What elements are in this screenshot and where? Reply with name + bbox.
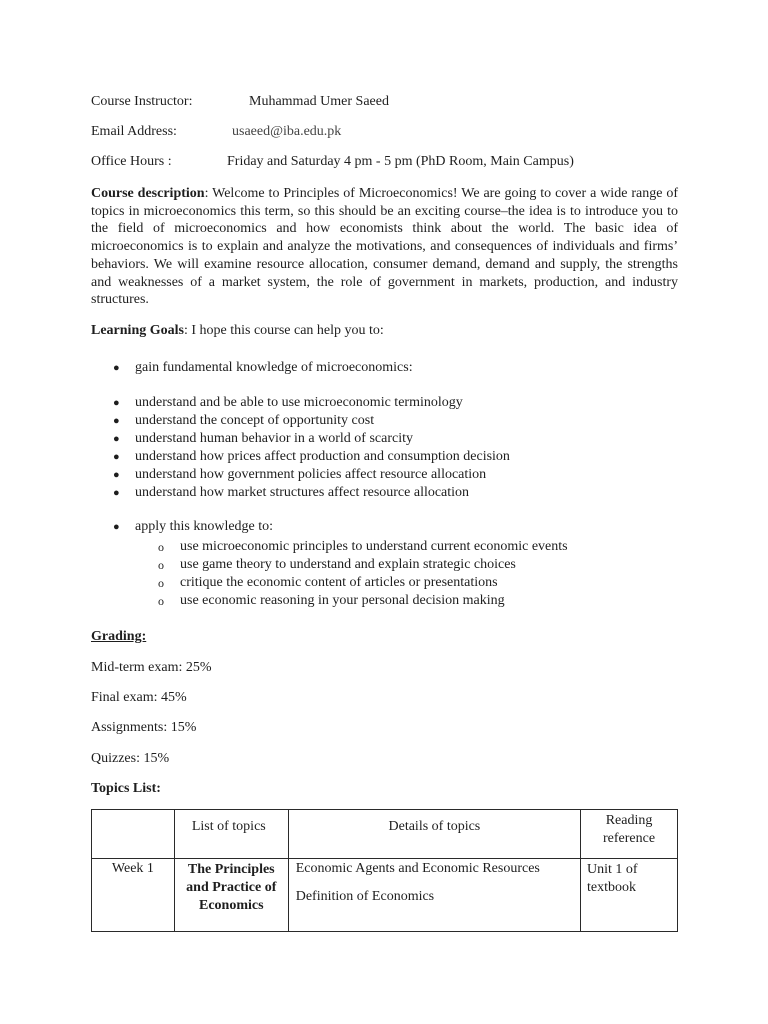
circle-bullet-icon: o bbox=[158, 540, 164, 554]
week-cell bbox=[92, 859, 175, 932]
bullet-icon: ● bbox=[113, 397, 120, 409]
header-cell-reference bbox=[581, 810, 678, 859]
list-item bbox=[158, 556, 568, 574]
goal-text: understand the concept of opportunity cost bbox=[135, 413, 375, 428]
list-item bbox=[91, 394, 691, 412]
header-cell-details bbox=[288, 810, 580, 859]
bullet-icon: ● bbox=[113, 487, 120, 499]
goal-text: understand and be able to use microeconomic terminology bbox=[135, 395, 463, 410]
list-item bbox=[91, 448, 691, 466]
header-list-text: List of topics bbox=[191, 819, 266, 834]
course-description-label: Course description bbox=[91, 186, 205, 201]
circle-bullet-icon: o bbox=[158, 594, 164, 608]
goal-text: understand how government policies affect resource allocation bbox=[135, 467, 487, 482]
apply-text: critique the economic content of articles or presentations bbox=[180, 575, 498, 590]
learning-goals-label: Learning Goals bbox=[91, 323, 184, 338]
office-hours-label: Office Hours : bbox=[91, 154, 172, 169]
header-cell-empty bbox=[92, 810, 175, 859]
apply-text: use microeconomic principles to understand current economic events bbox=[180, 539, 568, 554]
details-cell bbox=[288, 859, 580, 932]
goal-text: gain fundamental knowledge of microeconomics: bbox=[135, 360, 413, 375]
course-description bbox=[91, 185, 678, 309]
grading-item-quizzes: Quizzes: 15% bbox=[91, 751, 170, 766]
goal-text: understand how prices affect production and consumption decision bbox=[135, 449, 510, 464]
apply-sublist bbox=[158, 538, 568, 610]
goals-list bbox=[91, 394, 691, 502]
apply-text: use economic reasoning in your personal decision making bbox=[180, 593, 505, 608]
goals-first-list bbox=[91, 359, 691, 377]
circle-bullet-icon: o bbox=[158, 558, 164, 572]
reference-cell bbox=[581, 859, 678, 932]
list-item bbox=[91, 430, 691, 448]
circle-bullet-icon: o bbox=[158, 576, 164, 590]
list-item bbox=[91, 359, 691, 377]
bullet-icon: ● bbox=[113, 362, 120, 374]
detail-item: Definition of Economics bbox=[295, 889, 435, 904]
list-item bbox=[158, 592, 568, 610]
list-item bbox=[91, 466, 691, 484]
grading-item-final: Final exam: 45% bbox=[91, 690, 187, 705]
email-address[interactable]: usaeed@iba.edu.pk bbox=[232, 124, 342, 139]
header-details-text: Details of topics bbox=[388, 819, 481, 834]
grading-item-assignments: Assignments: 15% bbox=[91, 720, 197, 735]
list-item bbox=[91, 412, 691, 430]
bullet-icon: ● bbox=[113, 451, 120, 463]
topic-text: The Principles and Practice of Economics bbox=[186, 862, 277, 913]
reference-text: Unit 1 of textbook bbox=[587, 862, 638, 895]
grading-item-midterm: Mid-term exam: 25% bbox=[91, 660, 212, 675]
topics-table bbox=[91, 809, 678, 932]
detail-item: Economic Agents and Economic Resources bbox=[295, 861, 540, 876]
goal-text: understand human behavior in a world of scarcity bbox=[135, 431, 413, 446]
topic-cell bbox=[174, 859, 288, 932]
instructor-name: Muhammad Umer Saeed bbox=[249, 94, 389, 109]
goals-apply-list bbox=[91, 518, 691, 536]
table-header-row bbox=[92, 810, 678, 859]
grading-heading: Grading: bbox=[91, 629, 147, 644]
header-reference-text: Reading reference bbox=[602, 813, 656, 846]
topics-heading: Topics List: bbox=[91, 781, 161, 796]
list-item bbox=[91, 518, 691, 536]
goal-text: understand how market structures affect resource allocation bbox=[135, 485, 470, 500]
goal-text: apply this knowledge to: bbox=[135, 519, 274, 534]
office-hours-value: Friday and Saturday 4 pm - 5 pm (PhD Room, Main Campus) bbox=[227, 154, 574, 169]
list-item bbox=[91, 484, 691, 502]
apply-text: use game theory to understand and explain strategic choices bbox=[180, 557, 516, 572]
learning-goals-heading bbox=[91, 323, 384, 339]
course-description-text: : Welcome to Principles of Microeconomics! We are going to cover a wide range of topics in microeconomics this term, so this should be an exciting course–the idea is to introduce you to the field of microeconomics and how economists think about the world. The basic idea of microeconomics is to explain and analyze the motivations, and consequences of individuals and firms’ behaviors. We will examine resource allocation, consumer demand, demand and supply, the strengths and weaknesses of a market system, the role of government in markets, production, and industry structures. bbox=[91, 186, 678, 308]
bullet-icon: ● bbox=[113, 469, 120, 481]
list-item bbox=[158, 538, 568, 556]
bullet-icon: ● bbox=[113, 433, 120, 445]
learning-goals-intro: : I hope this course can help you to: bbox=[183, 323, 384, 338]
email-label: Email Address: bbox=[91, 124, 177, 139]
bullet-icon: ● bbox=[113, 415, 120, 427]
table-row bbox=[92, 859, 678, 932]
header-cell-list bbox=[174, 810, 288, 859]
week-text: Week 1 bbox=[111, 861, 154, 876]
list-item bbox=[158, 574, 568, 592]
bullet-icon: ● bbox=[113, 521, 120, 533]
instructor-label: Course Instructor: bbox=[91, 94, 193, 109]
